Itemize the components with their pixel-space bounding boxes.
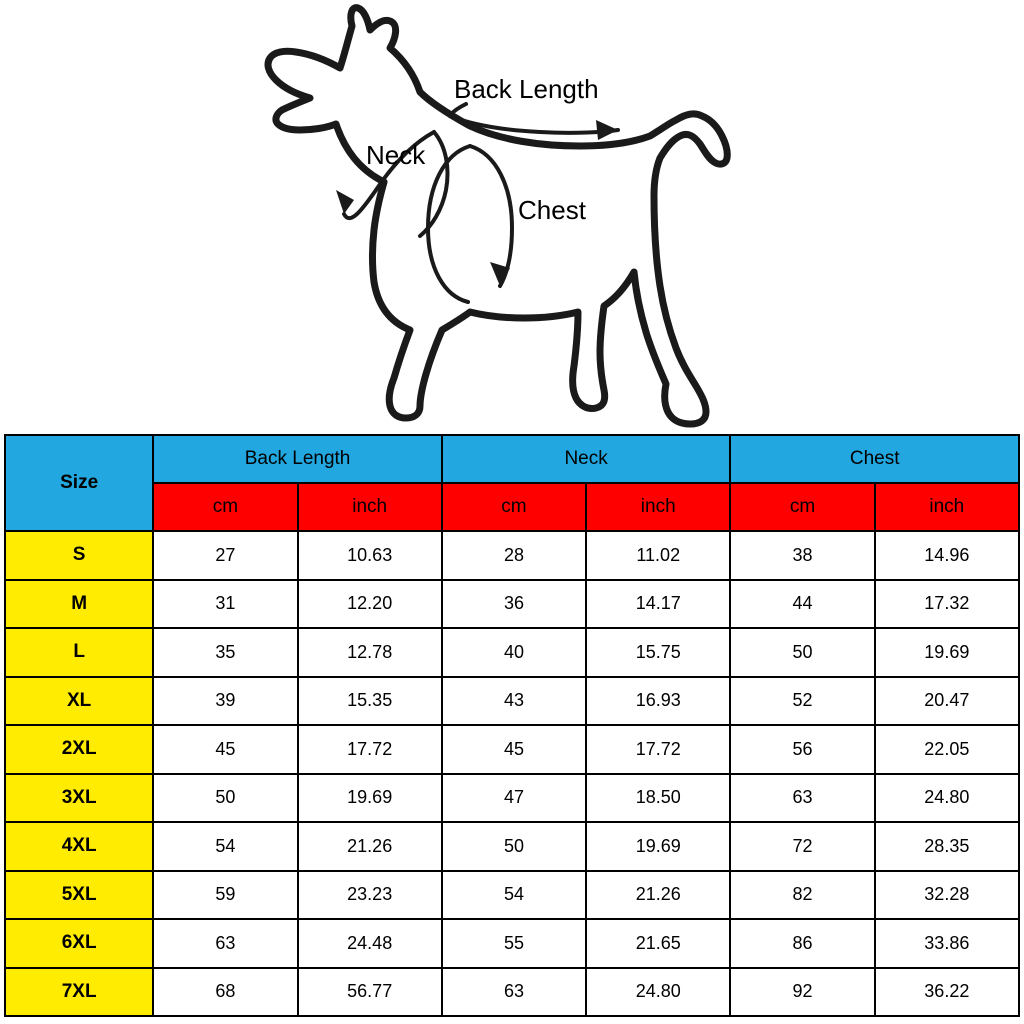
cell-back-cm: 45 — [153, 725, 297, 774]
cell-chest-inch: 17.32 — [875, 580, 1019, 629]
cell-neck-inch: 18.50 — [586, 774, 730, 823]
table-row — [5, 968, 1019, 1017]
cell-back-cm: 54 — [153, 822, 297, 871]
cell-size: 4XL — [5, 822, 153, 871]
cell-size: L — [5, 628, 153, 677]
table-row — [5, 628, 1019, 677]
cell-chest-cm: 38 — [730, 531, 874, 580]
table-row — [5, 677, 1019, 726]
cell-chest-cm: 92 — [730, 968, 874, 1017]
cell-chest-cm: 72 — [730, 822, 874, 871]
cell-chest-inch: 22.05 — [875, 725, 1019, 774]
cell-back-cm: 39 — [153, 677, 297, 726]
cell-neck-cm: 47 — [442, 774, 586, 823]
cell-chest-inch: 33.86 — [875, 919, 1019, 968]
cell-back-cm: 31 — [153, 580, 297, 629]
cell-chest-inch: 36.22 — [875, 968, 1019, 1017]
cell-chest-inch: 14.96 — [875, 531, 1019, 580]
cell-chest-cm: 50 — [730, 628, 874, 677]
cell-chest-cm: 52 — [730, 677, 874, 726]
table-row — [5, 531, 1019, 580]
annotation-back-length: Back Length — [454, 74, 599, 104]
cell-size: M — [5, 580, 153, 629]
cell-neck-cm: 54 — [442, 871, 586, 920]
table-row — [5, 774, 1019, 823]
cell-neck-inch: 24.80 — [586, 968, 730, 1017]
table-header-group-row — [5, 435, 1019, 483]
cell-chest-inch: 20.47 — [875, 677, 1019, 726]
header-unit-neck-cm: cm — [442, 483, 586, 531]
cell-chest-inch: 32.28 — [875, 871, 1019, 920]
cell-neck-inch: 15.75 — [586, 628, 730, 677]
cell-back-inch: 23.23 — [298, 871, 442, 920]
cell-size: 7XL — [5, 968, 153, 1017]
cell-back-inch: 15.35 — [298, 677, 442, 726]
cell-neck-cm: 63 — [442, 968, 586, 1017]
cell-neck-cm: 28 — [442, 531, 586, 580]
cell-neck-cm: 50 — [442, 822, 586, 871]
cell-back-inch: 12.78 — [298, 628, 442, 677]
cell-neck-cm: 55 — [442, 919, 586, 968]
table-row — [5, 919, 1019, 968]
cell-back-cm: 63 — [153, 919, 297, 968]
cell-neck-inch: 19.69 — [586, 822, 730, 871]
cell-neck-inch: 16.93 — [586, 677, 730, 726]
cell-size: S — [5, 531, 153, 580]
cell-chest-cm: 86 — [730, 919, 874, 968]
cell-neck-cm: 36 — [442, 580, 586, 629]
table-row — [5, 871, 1019, 920]
cell-neck-inch: 11.02 — [586, 531, 730, 580]
header-group-neck: Neck — [442, 435, 731, 483]
cell-size: 6XL — [5, 919, 153, 968]
header-unit-back-inch: inch — [298, 483, 442, 531]
cell-size: XL — [5, 677, 153, 726]
cell-back-inch: 17.72 — [298, 725, 442, 774]
header-unit-chest-inch: inch — [875, 483, 1019, 531]
cell-chest-inch: 19.69 — [875, 628, 1019, 677]
cell-back-cm: 59 — [153, 871, 297, 920]
dog-measurement-diagram — [0, 0, 1024, 434]
dog-outline-illustration — [0, 0, 1024, 434]
cell-back-inch: 19.69 — [298, 774, 442, 823]
cell-back-inch: 56.77 — [298, 968, 442, 1017]
table-header-unit-row — [5, 483, 1019, 531]
header-group-chest: Chest — [730, 435, 1019, 483]
cell-neck-cm: 40 — [442, 628, 586, 677]
cell-size: 2XL — [5, 725, 153, 774]
table-row — [5, 822, 1019, 871]
annotation-neck: Neck — [366, 140, 426, 170]
cell-back-cm: 35 — [153, 628, 297, 677]
cell-back-cm: 50 — [153, 774, 297, 823]
cell-size: 3XL — [5, 774, 153, 823]
cell-neck-inch: 14.17 — [586, 580, 730, 629]
cell-back-inch: 10.63 — [298, 531, 442, 580]
cell-chest-inch: 28.35 — [875, 822, 1019, 871]
size-chart-table — [4, 434, 1020, 1017]
table-row — [5, 725, 1019, 774]
header-unit-back-cm: cm — [153, 483, 297, 531]
cell-back-cm: 27 — [153, 531, 297, 580]
cell-neck-cm: 43 — [442, 677, 586, 726]
cell-chest-cm: 63 — [730, 774, 874, 823]
header-unit-neck-inch: inch — [586, 483, 730, 531]
cell-size: 5XL — [5, 871, 153, 920]
cell-neck-inch: 17.72 — [586, 725, 730, 774]
cell-back-inch: 24.48 — [298, 919, 442, 968]
cell-neck-inch: 21.26 — [586, 871, 730, 920]
header-size: Size — [5, 435, 153, 531]
cell-chest-cm: 82 — [730, 871, 874, 920]
cell-chest-cm: 56 — [730, 725, 874, 774]
cell-chest-inch: 24.80 — [875, 774, 1019, 823]
cell-back-cm: 68 — [153, 968, 297, 1017]
table-row — [5, 580, 1019, 629]
cell-neck-inch: 21.65 — [586, 919, 730, 968]
cell-back-inch: 12.20 — [298, 580, 442, 629]
cell-chest-cm: 44 — [730, 580, 874, 629]
header-group-back-length: Back Length — [153, 435, 442, 483]
cell-back-inch: 21.26 — [298, 822, 442, 871]
cell-neck-cm: 45 — [442, 725, 586, 774]
header-unit-chest-cm: cm — [730, 483, 874, 531]
annotation-chest: Chest — [518, 195, 586, 225]
